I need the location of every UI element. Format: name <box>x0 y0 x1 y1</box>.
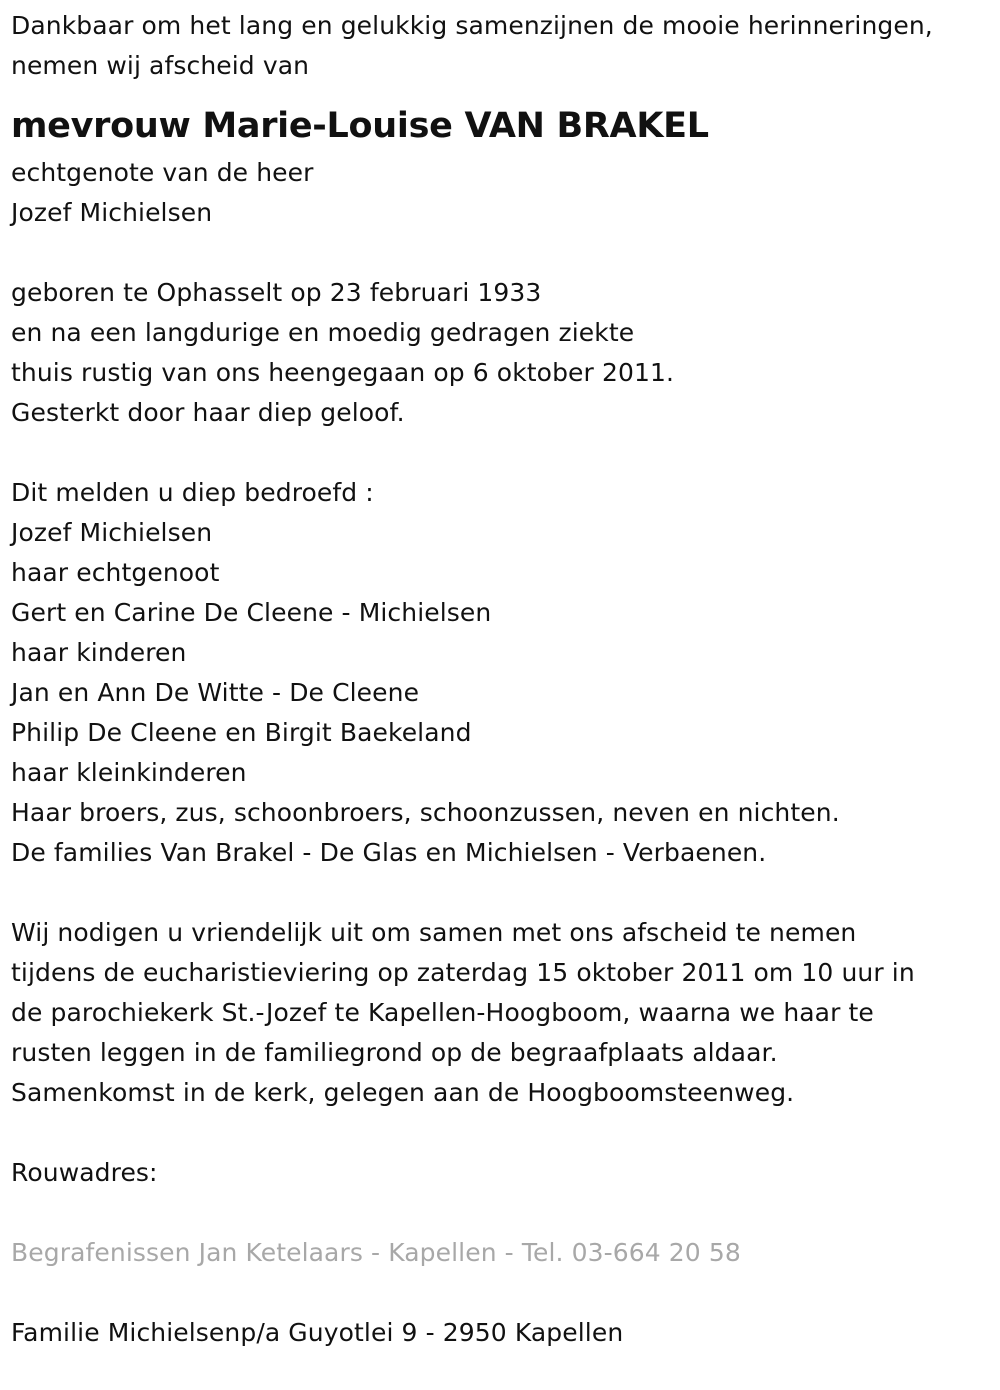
family-line: Philip De Cleene en Birgit Baekeland <box>11 718 472 747</box>
intro-line: nemen wij afscheid van <box>11 51 310 80</box>
family-line: haar echtgenoot <box>11 558 220 587</box>
invitation-line: de parochiekerk St.-Jozef te Kapellen-Hoogboom, waarna we haar te <box>11 998 874 1027</box>
life-line: geboren te Ophasselt op 23 februari 1933 <box>11 278 542 307</box>
spouse-line: Jozef Michielsen <box>11 198 213 227</box>
address-label: Rouwadres: <box>11 1158 158 1187</box>
spacer <box>11 1113 996 1153</box>
spouse-line: echtgenote van de heer <box>11 158 314 187</box>
deceased-name: mevrouw Marie-Louise VAN BRAKEL <box>11 106 709 146</box>
invitation-line: Wij nodigen u vriendelijk uit om samen met ons afscheid te nemen <box>11 918 857 947</box>
family-line: haar kleinkinderen <box>11 758 247 787</box>
family-line: Jan en Ann De Witte - De Cleene <box>11 678 420 707</box>
invitation-line: tijdens de eucharistieviering op zaterdag 15 oktober 2011 om 10 uur in <box>11 958 915 987</box>
life-line: thuis rustig van ons heengegaan op 6 oktober 2011. <box>11 358 675 387</box>
invitation-line: rusten leggen in de familiegrond op de begraafplaats aldaar. <box>11 1038 778 1067</box>
spacer <box>11 233 996 273</box>
family-line: Dit melden u diep bedroefd : <box>11 478 374 507</box>
life-line: Gesterkt door haar diep geloof. <box>11 398 405 427</box>
life-line: en na een langdurige en moedig gedragen ziekte <box>11 318 635 347</box>
death-notice <box>11 6 996 1353</box>
mourning-address: Familie Michielsenp/a Guyotlei 9 - 2950 Kapellen <box>11 1318 624 1347</box>
spacer <box>11 873 996 913</box>
family-line: Haar broers, zus, schoonbroers, schoonzussen, neven en nichten. <box>11 798 840 827</box>
invitation-line: Samenkomst in de kerk, gelegen aan de Hoogboomsteenweg. <box>11 1078 795 1107</box>
family-line: haar kinderen <box>11 638 187 667</box>
spacer <box>11 1273 996 1313</box>
funeral-home-info: Begrafenissen Jan Ketelaars - Kapellen - Tel. 03-664 20 58 <box>11 1238 741 1267</box>
intro-line: Dankbaar om het lang en gelukkig samenzijnen de mooie herinneringen, <box>11 11 933 40</box>
family-line: Gert en Carine De Cleene - Michielsen <box>11 598 492 627</box>
family-line: Jozef Michielsen <box>11 518 213 547</box>
spacer <box>11 433 996 473</box>
spacer <box>11 1193 996 1233</box>
family-line: De families Van Brakel - De Glas en Michielsen - Verbaenen. <box>11 838 767 867</box>
